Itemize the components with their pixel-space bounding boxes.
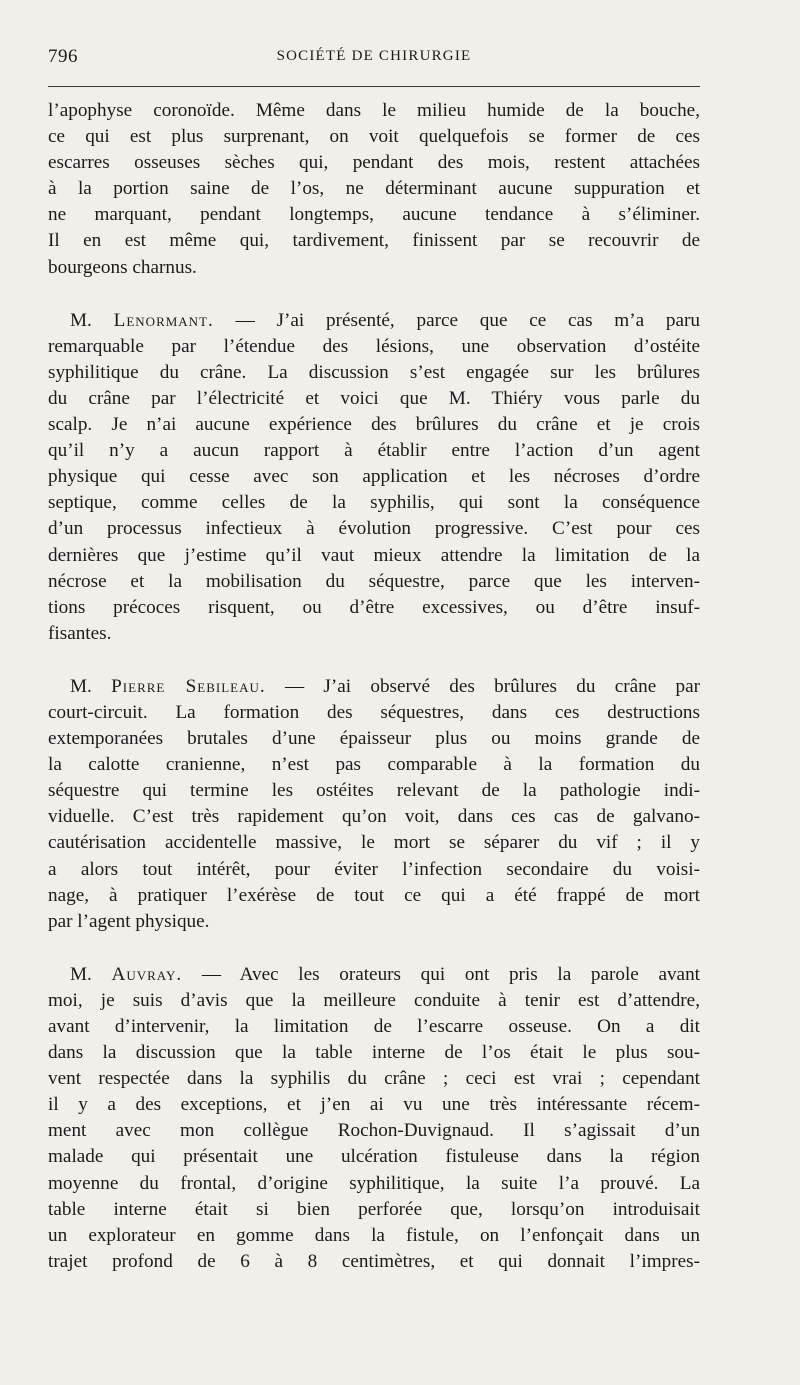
- speaker-prefix: M.: [70, 675, 112, 697]
- text-line: a alors tout intérêt, pour éviter l’infection secondaire du voisi-: [48, 858, 700, 880]
- running-title: SOCIÉTÉ DE CHIRURGIE: [276, 48, 472, 64]
- speaker-name: Pierre Sebileau.: [111, 675, 266, 697]
- text-line: il y a des exceptions, et j’en ai vu une très intéressante récem-: [48, 1094, 700, 1116]
- text-line: l’apophyse coronoïde. Même dans le milieu humide de la bouche,: [48, 100, 700, 121]
- text-line: [48, 308, 700, 334]
- text-line: nage, à pratiquer l’exérèse de tout ce qui a été frappé de mort: [48, 884, 700, 906]
- text-line: [48, 674, 700, 700]
- speaker-name: Lenormant.: [113, 309, 214, 331]
- text-line: physique qui cesse avec son application et les nécroses d’ordre: [48, 466, 700, 488]
- page-header: [48, 46, 700, 72]
- text-line: à la portion saine de l’os, ne déterminant aucune suppuration et: [48, 178, 700, 200]
- text-line: scalp. Je n’ai aucune expérience des brûlures du crâne et je crois: [48, 414, 700, 436]
- text-line: syphilitique du crâne. La discussion s’est engagée sur les brûlures: [48, 361, 700, 383]
- text-line: trajet profond de 6 à 8 centimètres, et qui donnait l’impres-: [48, 1250, 700, 1272]
- text-line: nécrose et la mobilisation du séquestre, parce que les interven-: [48, 570, 700, 592]
- text-line: Il en est même qui, tardivement, finissent par se recouvrir de: [48, 230, 700, 252]
- text-line: ne marquant, pendant longtemps, aucune tendance à s’éliminer.: [48, 204, 700, 226]
- text-line: viduelle. C’est très rapidement qu’on voit, dans ces cas de galvano-: [48, 806, 700, 828]
- text-line: vent respectée dans la syphilis du crâne ; ceci est vrai ; cependant: [48, 1068, 700, 1090]
- text-line: ce qui est plus surprenant, on voit quelquefois se former de ces: [48, 126, 700, 148]
- speaker-line-rest: — J’ai observé des brûlures du crâne par: [265, 675, 701, 697]
- text-line: malade qui présentait une ulcération fistuleuse dans la région: [48, 1146, 700, 1168]
- text-line: court-circuit. La formation des séquestres, dans ces destructions: [48, 701, 700, 723]
- text-line: tions précoces risquent, ou d’être excessives, ou d’être insuf-: [48, 596, 700, 618]
- paragraph-auvray: [48, 962, 700, 1275]
- text-line: avant d’intervenir, la limitation de l’escarre osseuse. On a dit: [48, 1016, 700, 1037]
- speaker-line-rest: — Avec les orateurs qui ont pris la parole avant: [182, 963, 700, 985]
- text-line: par l’agent physique.: [48, 910, 210, 932]
- text-line: la calotte cranienne, n’est pas comparable à la formation du: [48, 754, 700, 776]
- paragraph-sebileau: [48, 674, 700, 935]
- text-line: [48, 962, 700, 988]
- text-line: moi, je suis d’avis que la meilleure conduite à tenir est d’attendre,: [48, 989, 700, 1011]
- text-line: remarquable par l’étendue des lésions, une observation d’ostéite: [48, 335, 700, 357]
- text-line: table interne était si bien perforée que, lorsqu’on introduisait: [48, 1198, 700, 1220]
- speaker-prefix: M.: [70, 309, 114, 331]
- speaker-line-rest: — J’ai présenté, parce que ce cas m’a paru: [213, 309, 700, 331]
- text-line: qu’il n’y a aucun rapport à établir entre l’action d’un agent: [48, 440, 700, 462]
- text-line: d’un processus infectieux à évolution progressive. C’est pour ces: [48, 518, 700, 540]
- text-line: dernières que j’estime qu’il vaut mieux attendre la limitation de la: [48, 544, 700, 566]
- paragraph-continuation: [48, 98, 700, 281]
- text-line: extemporanées brutales d’une épaisseur plus ou moins grande de: [48, 728, 700, 750]
- body-text: [48, 98, 700, 1275]
- text-line: séquestre qui termine les ostéites relevant de la pathologie indi-: [48, 780, 700, 802]
- page-number: 796: [48, 46, 78, 67]
- header-rule: [48, 86, 700, 87]
- speaker-prefix: M.: [70, 963, 112, 985]
- paragraph-lenormant: [48, 308, 700, 647]
- text-line: ment avec mon collègue Rochon-Duvignaud. Il s’agissait d’un: [48, 1120, 700, 1142]
- text-line: moyenne du frontal, d’origine syphilitique, la suite l’a prouvé. La: [48, 1172, 700, 1194]
- text-line: bourgeons charnus.: [48, 256, 197, 278]
- text-line: cautérisation accidentelle massive, le mort se séparer du vif ; il y: [48, 832, 700, 854]
- text-line: un explorateur en gomme dans la fistule, on l’enfonçait dans un: [48, 1224, 700, 1246]
- text-line: escarres osseuses sèches qui, pendant des mois, restent attachées: [48, 152, 700, 174]
- text-line: septique, comme celles de la syphilis, qui sont la conséquence: [48, 492, 700, 514]
- text-line: du crâne par l’électricité et voici que M. Thiéry vous parle du: [48, 387, 700, 409]
- speaker-name: Auvray.: [111, 963, 183, 985]
- text-line: dans la discussion que la table interne de l’os était le plus sou-: [48, 1042, 700, 1064]
- text-line: fisantes.: [48, 622, 112, 644]
